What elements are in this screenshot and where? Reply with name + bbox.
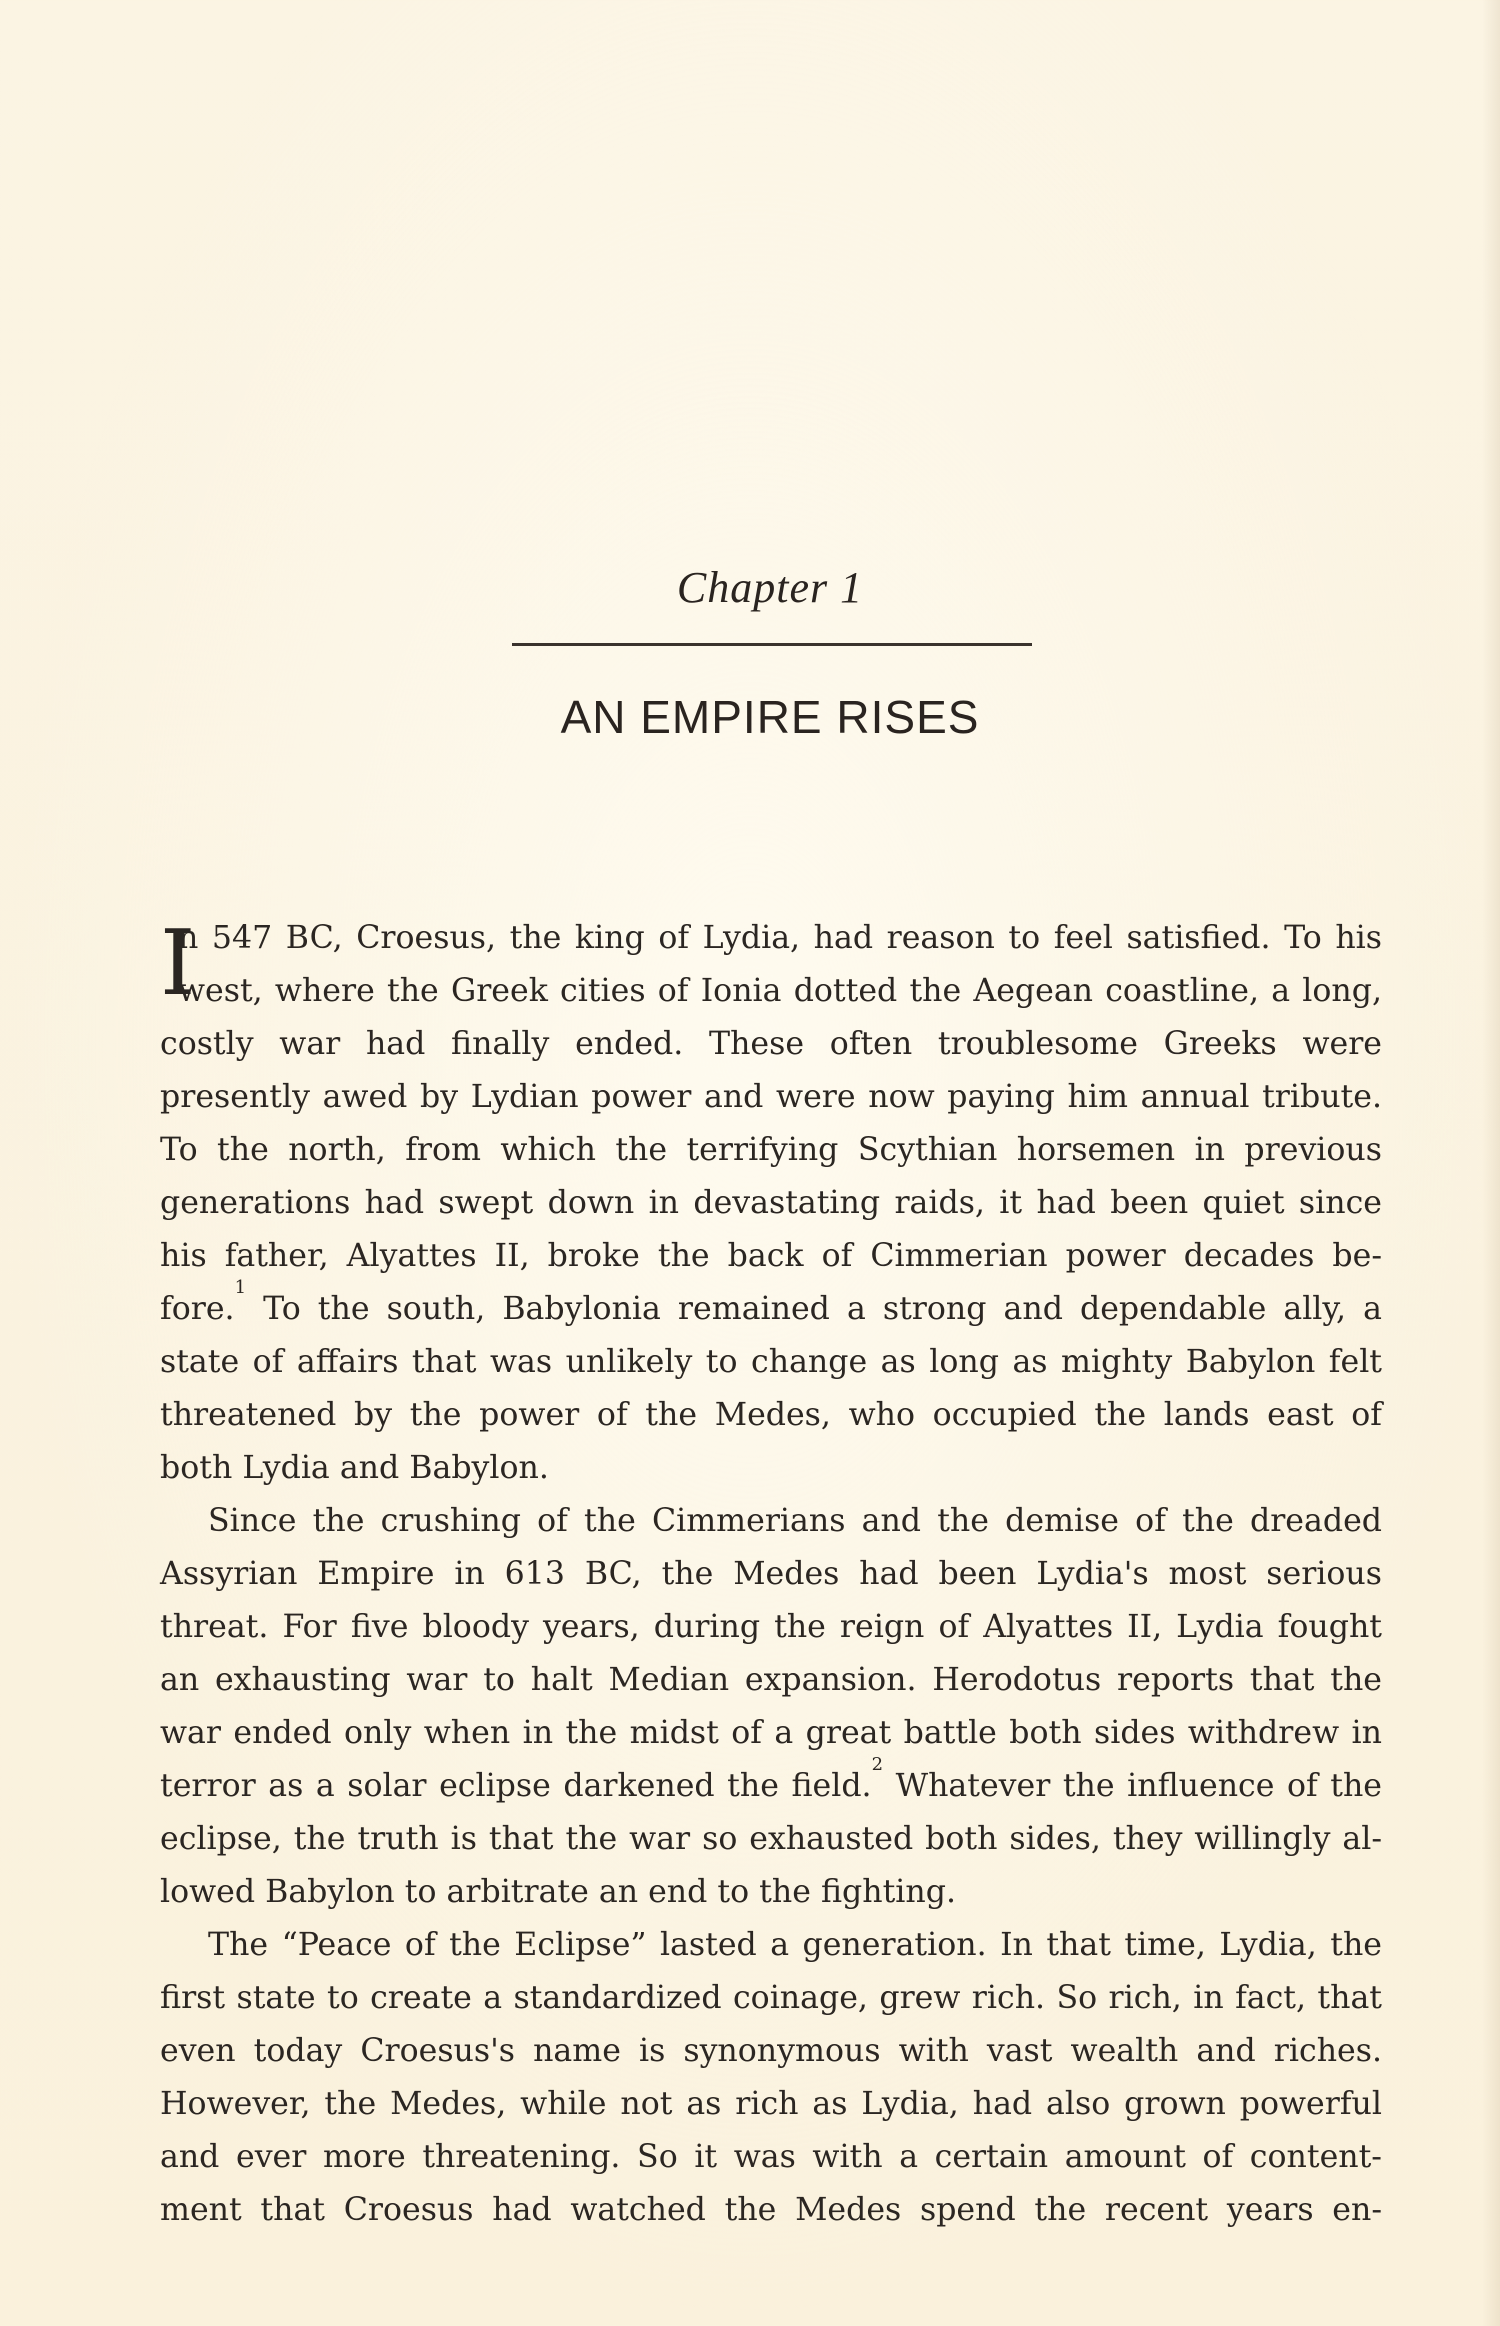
footnote-marker: 1 (234, 1277, 247, 1299)
text-line: eclipse, the truth is that the war so exhausted both sides, they willingly al- (160, 1821, 1382, 1857)
text-line: and ever more threatening. So it was with a certain amount of content- (160, 2139, 1382, 2175)
text-line: lowed Babylon to arbitrate an end to the fighting. (160, 1874, 957, 1910)
chapter-title: AN EMPIRE RISES (560, 691, 980, 743)
footnote-marker: 2 (871, 1754, 884, 1776)
text-line: costly war had finally ended. These often troublesome Greeks were (160, 1026, 1382, 1062)
page-edge-shadow (1482, 0, 1500, 2326)
text-line: west, where the Greek cities of Ionia dotted the Aegean coastline, a long, (178, 973, 1382, 1009)
drop-cap: I (160, 911, 196, 1016)
text-line: The “Peace of the Eclipse” lasted a generation. In that time, Lydia, the (208, 1927, 1382, 1963)
text-line: presently awed by Lydian power and were now paying him annual tribute. (160, 1079, 1382, 1115)
text-line: his father, Alyattes II, broke the back of Cimmerian power decades be- (160, 1238, 1382, 1274)
text-line: To the north, from which the terrifying Scythian horsemen in previous (160, 1132, 1382, 1168)
text-line: state of affairs that was unlikely to change as long as mighty Babylon felt (160, 1344, 1382, 1380)
text-line: first state to create a standardized coinage, grew rich. So rich, in fact, that (160, 1980, 1382, 2016)
text-line: Since the crushing of the Cimmerians and the demise of the dreaded (208, 1503, 1382, 1539)
text-line: fore.$^1$ To the south, Babylonia remained a strong and dependable ally, a (160, 1277, 1382, 1327)
text-line: both Lydia and Babylon. (160, 1450, 549, 1486)
text-line: threatened by the power of the Medes, who occupied the lands east of (160, 1397, 1382, 1433)
text-line: an exhausting war to halt Median expansion. Herodotus reports that the (160, 1662, 1382, 1698)
chapter-label: Chapter 1 (676, 563, 864, 612)
text-line: war ended only when in the midst of a great battle both sides withdrew in (160, 1715, 1382, 1751)
text-line: However, the Medes, while not as rich as Lydia, had also grown powerful (160, 2086, 1382, 2122)
text-line: terror as a solar eclipse darkened the field.$^2$ Whatever the influence of the (160, 1754, 1382, 1804)
text-line: Assyrian Empire in 613 BC, the Medes had been Lydia's most serious (160, 1556, 1382, 1592)
text-line: ment that Croesus had watched the Medes spend the recent years en- (160, 2192, 1382, 2228)
body-text (160, 912, 1382, 2237)
text-line: even today Croesus's name is synonymous with vast wealth and riches. (160, 2033, 1382, 2069)
text-line: threat. For five bloody years, during the reign of Alyattes II, Lydia fought (160, 1609, 1382, 1645)
text-line: n 547 BC, Croesus, the king of Lydia, had reason to feel satisfied. To his (178, 920, 1382, 956)
text-line: generations had swept down in devastating raids, it had been quiet since (160, 1185, 1382, 1221)
chapter-rule (512, 643, 1032, 646)
